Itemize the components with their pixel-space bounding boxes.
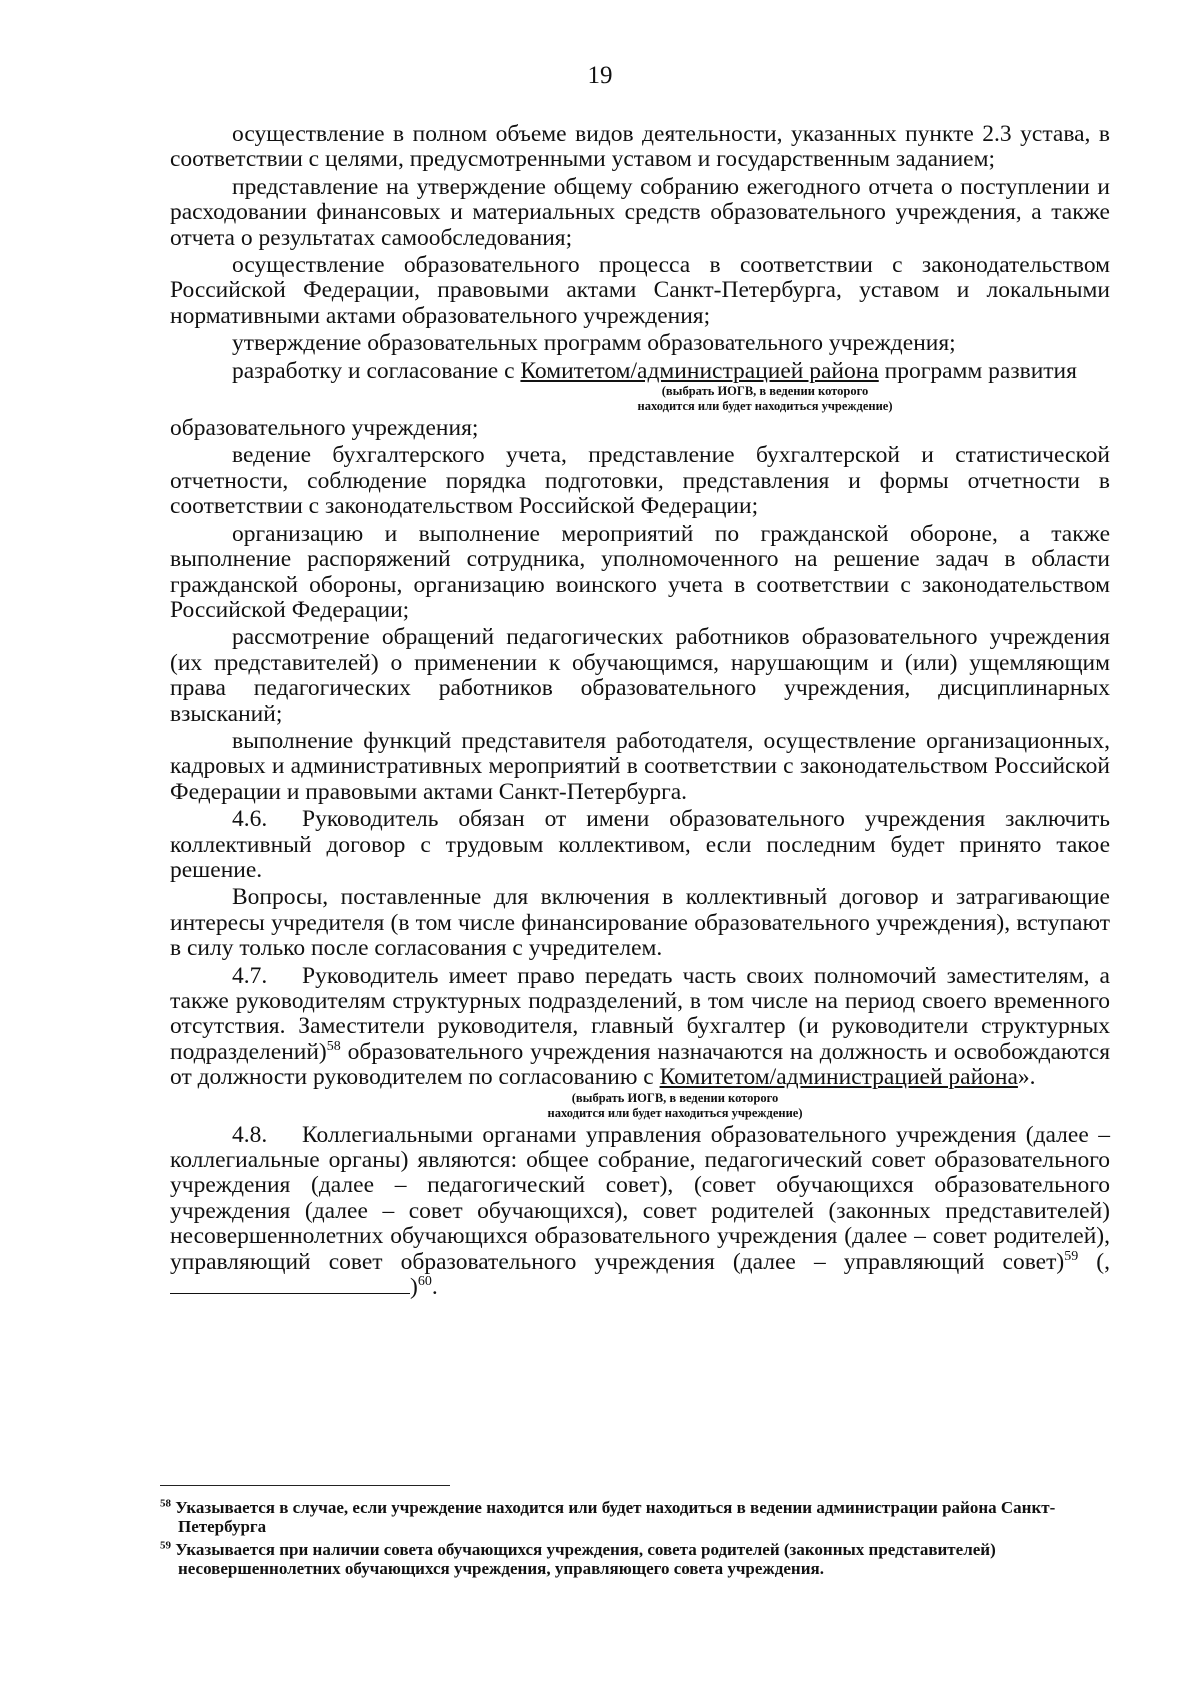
footnote-ref-60: 60 xyxy=(417,1274,432,1290)
paragraph-development-programs xyxy=(170,359,1110,384)
page-number: 19 xyxy=(587,62,613,89)
footnote-59-number: 59 xyxy=(160,1539,171,1552)
section-4-7-number: 4.7. xyxy=(232,962,268,989)
p5-after: программ развития xyxy=(878,357,1077,384)
footnote-divider xyxy=(160,1485,450,1486)
section-4-7-text-b: образовательного учреждения назначаются на должность и освобождаются от должности руководителем по согласованию с xyxy=(170,1038,1110,1091)
paragraph-activities: осуществление в полном объеме видов деятельности, указанных пункте 2.3 устава, в соответствии с целями, предусмотренными уставом и государственным заданием; xyxy=(170,121,1110,173)
footnotes xyxy=(160,1498,1110,1582)
section-4-8-after-blank: ) xyxy=(410,1274,418,1301)
section-4-6 xyxy=(170,807,1110,883)
footnote-58-text: Указывается в случае, если учреждение находится или будет находиться в ведении администрации района Санкт-Петербурга xyxy=(175,1498,1056,1536)
section-4-8-end: . xyxy=(431,1274,438,1301)
paragraph-civil-defense: организацию и выполнение мероприятий по гражданской обороне, а также выполнение распоряжений сотрудника, уполномоченного на решение задач в области гражданской обороны, организацию воинского учета в соответствии с законодательством Российской Федерации; xyxy=(170,520,1110,623)
hint1-line2: находится или будет находиться учреждение) xyxy=(637,399,893,414)
selection-hint-2 xyxy=(170,1091,1110,1121)
document-body xyxy=(170,122,1110,1302)
hint1-line1: (выбрать ИОГВ, в ведении которого xyxy=(661,384,869,399)
fill-in-blank xyxy=(170,1275,410,1294)
footnote-59 xyxy=(160,1540,1110,1578)
section-4-6-text: Руководитель обязан от имени образовательного учреждения заключить коллективный договор с трудовым коллективом, если последним будет принято такое решение. xyxy=(170,806,1110,883)
section-4-6-number: 4.6. xyxy=(232,806,268,833)
section-4-6-paragraph-2: Вопросы, поставленные для включения в коллективный договор и затрагивающие интересы учредителя (в том числе финансирование образовательного учреждения), вступают в силу только после согласования с учредителем. xyxy=(170,884,1110,962)
paragraph-programs: утверждение образовательных программ образовательного учреждения; xyxy=(232,330,956,357)
footnote-ref-58: 58 xyxy=(326,1038,341,1054)
footnote-58 xyxy=(160,1498,1110,1536)
footnote-ref-59: 59 xyxy=(1064,1248,1079,1264)
committee-placeholder-2: Комитетом/администрацией района xyxy=(659,1064,1018,1091)
footnote-58-number: 58 xyxy=(160,1497,171,1510)
selection-hint-1 xyxy=(170,384,1110,414)
section-4-8-text: Коллегиальными органами управления образовательного учреждения (далее – коллегиальные органы) являются: общее собрание, педагогический совет образовательного учреждения (далее – педагогический совет), (совет обучающихся образовательного учреждения (далее – совет обучающихся), совет родителей (законных представителей) несовершеннолетних обучающихся образовательного учреждения (далее – совет родителей), управляющий совет образовательного учреждения (далее – управляющий совет) xyxy=(170,1121,1110,1275)
paragraph-annual-report: представление на утверждение общему собранию ежегодного отчета о поступлении и расходовании финансовых и материальных средств образовательного учреждения, а также отчета о результатах самообследования; xyxy=(170,173,1110,251)
footnote-59-text: Указывается при наличии совета обучающихся учреждения, совета родителей (законных представителей) несовершеннолетних обучающихся учреждения, управляющего совета учреждения. xyxy=(175,1540,996,1578)
section-4-8-mid: (, xyxy=(1078,1248,1110,1275)
hint2-line1: (выбрать ИОГВ, в ведении которого xyxy=(571,1090,779,1105)
hint2-line2: находится или будет находиться учреждение) xyxy=(547,1105,803,1120)
section-4-8-number: 4.8. xyxy=(232,1121,268,1148)
section-4-7-end: ». xyxy=(1017,1064,1036,1091)
paragraph-appeals: рассмотрение обращений педагогических работников образовательного учреждения (их представителей) о применении к обучающимся, нарушающим и (или) ущемляющим права педагогических работников образовательного учреждения, дисциплинарных взысканий; xyxy=(170,624,1110,727)
paragraph-development-continuation: образовательного учреждения; xyxy=(170,415,479,442)
paragraph-accounting: ведение бухгалтерского учета, представление бухгалтерской и статистической отчетности, соблюдение порядка подготовки, представления и формы отчетности в соответствии с законодательством Российской Федерации; xyxy=(170,442,1110,520)
committee-placeholder-1: Комитетом/администрацией района xyxy=(520,357,879,384)
section-4-8 xyxy=(170,1123,1110,1301)
paragraph-educational-process: осуществление образовательного процесса в соответствии с законодательством Российской Федерации, правовыми актами Санкт-Петербурга, уставом и локальными нормативными актами образовательного учреждения; xyxy=(170,252,1110,329)
section-4-7-text-a: Руководитель имеет право передать часть своих полномочий заместителям, а также руководителям структурных подразделений, в том числе на период своего временного отсутствия. Заместители руководителя, главный бухгалтер (и руководители структурных подразделений) xyxy=(170,962,1110,1065)
paragraph-employer-functions: выполнение функций представителя работодателя, осуществление организационных, кадровых и административных мероприятий в соответствии с законодательством Российской Федерации и правовыми актами Санкт-Петербурга. xyxy=(170,727,1110,805)
p5-before: разработку и согласование с xyxy=(232,357,521,384)
section-4-7 xyxy=(170,964,1110,1091)
